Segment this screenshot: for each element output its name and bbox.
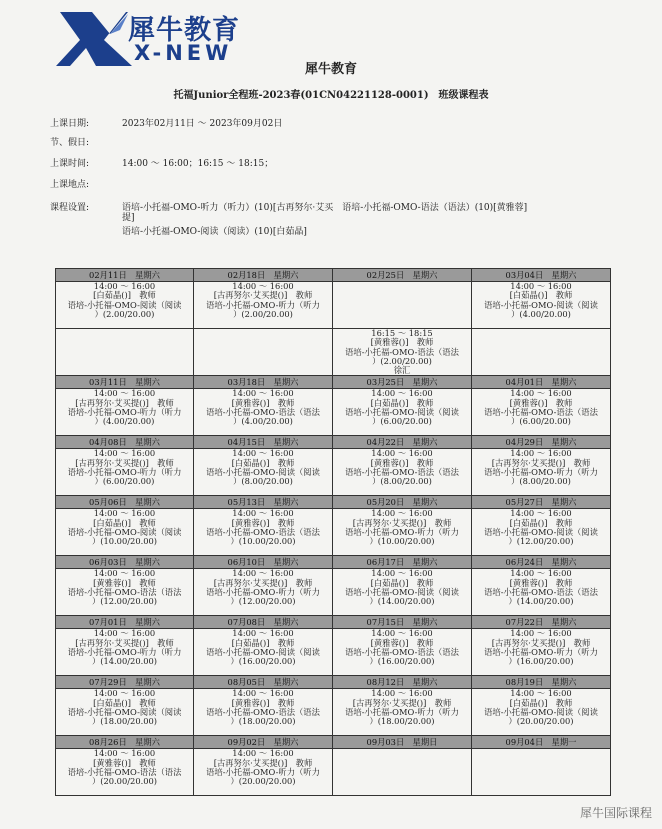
session-progress: ）(6.00/20.00) — [511, 416, 571, 427]
date-header-cell: 07月08日 星期六 — [194, 616, 333, 629]
session-teacher: [黄雅蓉()] 教师 — [93, 577, 156, 588]
session-teacher: [白茹晶()] 教师 — [93, 290, 156, 301]
session-course: 语培-小托福-OMO-语法（语法 — [484, 407, 598, 418]
session-cell — [56, 329, 194, 376]
date-header-cell: 04月15日 星期六 — [194, 436, 333, 449]
session-time: 14:00 ～ 16:00 — [510, 508, 572, 519]
session-time: 14:00 ～ 16:00 — [93, 281, 156, 291]
session-course: 语培-小托福-OMO-语法（语法 — [345, 467, 459, 478]
date-header-cell: 02月25日 星期六 — [333, 269, 472, 282]
session-cell — [472, 389, 611, 436]
date-header-cell: 02月11日 星期六 — [56, 269, 194, 282]
brand-name-en: X-NEW — [134, 41, 233, 65]
date-header-cell: 09月04日 星期一 — [472, 736, 611, 749]
session-cell — [472, 749, 611, 796]
info-time — [50, 156, 273, 169]
date-header-cell: 04月29日 星期六 — [472, 436, 611, 449]
session-cell — [56, 389, 194, 436]
session-course: 语培-小托福-OMO-听力（听力 — [206, 767, 320, 778]
session-progress: ）(20.00/20.00) — [91, 776, 158, 787]
session-cell — [333, 449, 472, 496]
session-course: 语培-小托福-OMO-听力（听力 — [67, 647, 182, 658]
session-time: 14:00 ～ 16:00 — [371, 448, 433, 459]
session-progress: ）(4.00/20.00) — [233, 416, 293, 427]
info-time-value: 14:00 ～ 16:00；16:15 ～ 18:15； — [122, 159, 274, 169]
session-row — [56, 282, 611, 329]
session-cell — [472, 449, 611, 496]
session-time: 14:00 ～ 16:00 — [232, 628, 294, 639]
date-header-cell: 03月11日 星期六 — [56, 376, 194, 389]
session-progress: ）(8.00/20.00) — [233, 476, 293, 487]
session-time: 14:00 ～ 16:00 — [93, 508, 156, 519]
session-time: 14:00 ～ 16:00 — [232, 281, 294, 291]
session-progress: ）(12.00/20.00) — [91, 596, 158, 607]
schedule-grid — [55, 268, 611, 796]
session-time: 14:00 ～ 16:00 — [510, 281, 572, 291]
info-holiday-label: 节、假日: — [50, 138, 90, 148]
session-cell — [333, 509, 472, 556]
session-course: 语培-小托福-OMO-阅读（阅读 — [67, 527, 182, 538]
session-cell — [56, 629, 194, 676]
session-teacher: [黄雅蓉()] 教师 — [509, 577, 573, 588]
session-time: 14:00 ～ 16:00 — [510, 688, 572, 699]
session-course: 语培-小托福-OMO-阅读（阅读 — [67, 299, 182, 310]
session-teacher: [黄雅蓉()] 教师 — [231, 397, 295, 408]
date-header-cell: 06月03日 星期六 — [56, 556, 194, 569]
session-cell — [333, 389, 472, 436]
session-cell — [194, 509, 333, 556]
session-course: 语培-小托福-OMO-语法（语法 — [345, 346, 459, 357]
session-progress: ）(18.00/20.00) — [369, 716, 435, 727]
session-progress: ）(2.00/20.00) — [372, 355, 432, 366]
date-header-cell: 05月20日 星期六 — [333, 496, 472, 509]
date-header-cell: 06月10日 星期六 — [194, 556, 333, 569]
date-header-cell: 08月12日 星期六 — [333, 676, 472, 689]
session-progress: ）(10.00/20.00) — [369, 536, 435, 547]
session-time: 14:00 ～ 16:00 — [371, 508, 433, 519]
date-header-cell: 08月19日 星期六 — [472, 676, 611, 689]
info-time-label: 上课时间: — [50, 159, 90, 169]
session-cell — [194, 629, 333, 676]
info-holiday — [50, 135, 122, 148]
session-course: 语培-小托福-OMO-阅读（阅读 — [484, 527, 598, 538]
session-course: 语培-小托福-OMO-听力（听力 — [484, 647, 598, 658]
session-time: 14:00 ～ 16:00 — [371, 568, 433, 579]
session-teacher: [白茹晶()] 教师 — [509, 290, 573, 301]
info-place-label: 上课地点: — [50, 180, 90, 190]
session-progress: ）(18.00/20.00) — [230, 716, 296, 727]
session-course: 语培-小托福-OMO-听力（听力 — [345, 707, 459, 718]
session-course: 语培-小托福-OMO-阅读（阅读 — [484, 707, 598, 718]
session-cell — [56, 749, 194, 796]
date-header-row — [56, 436, 611, 449]
date-header-row — [56, 616, 611, 629]
session-cell — [472, 509, 611, 556]
session-time: 14:00 ～ 16:00 — [371, 388, 433, 399]
session-teacher: [白茹晶()] 教师 — [93, 697, 156, 708]
session-cell — [56, 689, 194, 736]
watermark: 犀牛国际课程 — [579, 806, 652, 820]
session-cell — [194, 329, 333, 376]
session-teacher: [古再努尔·艾买提()] 教师 — [352, 517, 452, 528]
date-header-cell: 03月25日 星期六 — [333, 376, 472, 389]
session-course: 语培-小托福-OMO-听力（听力 — [206, 299, 320, 310]
info-date-value: 2023年02月11日 ～ 2023年09月02日 — [122, 119, 283, 129]
session-progress: ）(8.00/20.00) — [511, 476, 571, 487]
session-progress: ）(16.00/20.00) — [508, 656, 574, 667]
date-header-row — [56, 736, 611, 749]
session-teacher: [白茹晶()] 教师 — [370, 397, 434, 408]
session-cell — [333, 329, 472, 376]
session-teacher: [黄雅蓉()] 教师 — [93, 757, 156, 768]
session-teacher: [黄雅蓉()] 教师 — [370, 337, 434, 348]
session-teacher: [古再努尔·艾买提()] 教师 — [491, 637, 591, 648]
info-place — [50, 177, 122, 190]
session-time: 14:00 ～ 16:00 — [232, 568, 294, 579]
session-course: 语培-小托福-OMO-语法（语法 — [67, 767, 182, 778]
session-cell — [194, 569, 333, 616]
session-teacher: [黄雅蓉()] 教师 — [370, 457, 434, 468]
session-course: 语培-小托福-OMO-语法（语法 — [206, 707, 320, 718]
session-course: 语培-小托福-OMO-语法（语法 — [484, 587, 598, 598]
date-header-cell: 07月15日 星期六 — [333, 616, 472, 629]
session-teacher: [黄雅蓉()] 教师 — [370, 637, 434, 648]
date-header-cell: 09月03日 星期日 — [333, 736, 472, 749]
session-course: 语培-小托福-OMO-听力（听力 — [206, 587, 320, 598]
session-cell — [194, 749, 333, 796]
session-teacher: [古再努尔·艾买提()] 教师 — [352, 697, 452, 708]
session-time: 14:00 ～ 16:00 — [232, 508, 294, 519]
session-progress: ）(20.00/20.00) — [230, 776, 296, 787]
session-progress: ）(12.00/20.00) — [508, 536, 574, 547]
session-time: 14:00 ～ 16:00 — [510, 628, 572, 639]
info-course-line2: 提] — [122, 213, 135, 223]
date-header-row — [56, 676, 611, 689]
date-header-row — [56, 496, 611, 509]
session-progress: ）(18.00/20.00) — [91, 716, 158, 727]
session-time: 14:00 ～ 16:00 — [232, 388, 294, 399]
session-progress: ）(12.00/20.00) — [230, 596, 296, 607]
session-cell — [472, 689, 611, 736]
date-header-row — [56, 376, 611, 389]
schedule-title: 托福Junior全程班-2023春(01CN04221128-0001) 班级课程表 — [173, 90, 489, 101]
session-progress: ）(20.00/20.00) — [508, 716, 574, 727]
session-cell — [194, 689, 333, 736]
org-title: 犀牛教育 — [304, 62, 357, 77]
session-progress: ）(2.00/20.00) — [94, 308, 155, 319]
session-teacher: [白茹晶()] 教师 — [231, 637, 295, 648]
session-progress: ）(6.00/20.00) — [372, 416, 432, 427]
session-teacher: [白茹晶()] 教师 — [509, 517, 573, 528]
date-header-cell: 05月06日 星期六 — [56, 496, 194, 509]
session-teacher: [黄雅蓉()] 教师 — [231, 697, 295, 708]
session-row — [56, 509, 611, 556]
session-progress: ）(14.00/20.00) — [369, 596, 435, 607]
session-course: 语培-小托福-OMO-听力（听力 — [67, 467, 182, 478]
session-course: 语培-小托福-OMO-听力（听力 — [484, 467, 598, 478]
session-cell — [56, 509, 194, 556]
session-course: 语培-小托福-OMO-阅读（阅读 — [484, 299, 598, 310]
date-header-row — [56, 269, 611, 282]
session-cell — [472, 282, 611, 329]
session-time: 14:00 ～ 16:00 — [232, 688, 294, 699]
session-time: 14:00 ～ 16:00 — [371, 628, 433, 639]
session-teacher: [古再努尔·艾买提()] 教师 — [213, 577, 313, 588]
session-cell — [333, 749, 472, 796]
info-course-line1: 语培-小托福-OMO-听力（听力）(10)[古再努尔·艾买 语培-小托福-OMO-语法（语法）(10)[黄雅蓉] — [122, 203, 528, 213]
date-header-cell: 07月22日 星期六 — [472, 616, 611, 629]
session-cell — [333, 689, 472, 736]
session-progress: ）(14.00/20.00) — [508, 596, 574, 607]
session-row — [56, 569, 611, 616]
session-teacher: [古再努尔·艾买提()] 教师 — [75, 457, 174, 468]
session-course: 语培-小托福-OMO-语法（语法 — [67, 587, 182, 598]
date-header-cell: 09月02日 星期六 — [194, 736, 333, 749]
session-teacher: [古再努尔·艾买提()] 教师 — [75, 637, 174, 648]
session-course: 语培-小托福-OMO-阅读（阅读 — [345, 407, 459, 418]
session-cell — [333, 569, 472, 616]
session-cell — [194, 282, 333, 329]
session-cell — [472, 569, 611, 616]
date-header-cell: 06月17日 星期六 — [333, 556, 472, 569]
session-time: 14:00 ～ 16:00 — [510, 448, 572, 459]
brand-name-cn: 犀牛教育 — [128, 15, 240, 46]
session-time: 14:00 ～ 16:00 — [371, 688, 433, 699]
session-time: 14:00 ～ 16:00 — [510, 388, 572, 399]
date-header-cell: 06月24日 星期六 — [472, 556, 611, 569]
session-teacher: [古再努尔·艾买提()] 教师 — [213, 757, 313, 768]
date-header-cell: 05月13日 星期六 — [194, 496, 333, 509]
session-cell — [194, 449, 333, 496]
session-course: 语培-小托福-OMO-阅读（阅读 — [206, 467, 320, 478]
session-course: 语培-小托福-OMO-语法（语法 — [345, 647, 459, 658]
session-cell — [333, 282, 472, 329]
session-cell — [472, 329, 611, 376]
session-course: 语培-小托福-OMO-听力（听力 — [345, 527, 459, 538]
date-header-cell: 02月18日 星期六 — [194, 269, 333, 282]
session-teacher: [黄雅蓉()] 教师 — [231, 517, 295, 528]
session-row — [56, 449, 611, 496]
session-teacher: [古再努尔·艾买提()] 教师 — [491, 457, 591, 468]
session-course: 语培-小托福-OMO-阅读（阅读 — [206, 647, 320, 658]
session-teacher: [古再努尔·艾买提()] 教师 — [213, 290, 313, 301]
date-header-cell: 08月26日 星期六 — [56, 736, 194, 749]
session-time: 16:15 ～ 18:15 — [371, 328, 433, 338]
session-time: 14:00 ～ 16:00 — [232, 748, 294, 759]
session-teacher: [白茹晶()] 教师 — [509, 697, 573, 708]
session-time: 14:00 ～ 16:00 — [93, 688, 156, 699]
session-cell — [56, 282, 194, 329]
date-header-cell: 04月22日 星期六 — [333, 436, 472, 449]
session-cell — [194, 389, 333, 436]
session-progress: ）(6.00/20.00) — [94, 476, 155, 487]
session-teacher: [白茹晶()] 教师 — [370, 577, 434, 588]
session-progress: ）(14.00/20.00) — [91, 656, 158, 667]
session-location: 徐汇 — [393, 365, 411, 376]
session-cell — [472, 629, 611, 676]
session-teacher: [白茹晶()] 教师 — [93, 517, 156, 528]
date-header-cell: 07月29日 星期六 — [56, 676, 194, 689]
session-cell — [56, 569, 194, 616]
session-progress: ）(16.00/20.00) — [369, 656, 435, 667]
session-progress: ）(4.00/20.00) — [94, 416, 155, 427]
session-cell — [56, 449, 194, 496]
date-header-cell: 03月04日 星期六 — [472, 269, 611, 282]
session-time: 14:00 ～ 16:00 — [93, 568, 156, 579]
session-course: 语培-小托福-OMO-阅读（阅读 — [67, 707, 182, 718]
session-time: 14:00 ～ 16:00 — [93, 628, 156, 639]
info-course-line3: 语培-小托福-OMO-阅读（阅读）(10)[白茹晶] — [122, 227, 307, 237]
session-course: 语培-小托福-OMO-语法（语法 — [206, 407, 320, 418]
date-header-cell: 08月05日 星期六 — [194, 676, 333, 689]
date-header-cell: 05月27日 星期六 — [472, 496, 611, 509]
info-date-label: 上课日期: — [50, 119, 90, 129]
session-progress: ）(10.00/20.00) — [91, 536, 158, 547]
session-course: 语培-小托福-OMO-听力（听力 — [67, 407, 182, 418]
session-course: 语培-小托福-OMO-阅读（阅读 — [345, 587, 459, 598]
session-progress: ）(2.00/20.00) — [233, 308, 293, 319]
session-time: 14:00 ～ 16:00 — [93, 448, 156, 459]
session-progress: ）(10.00/20.00) — [230, 536, 296, 547]
session-time: 14:00 ～ 16:00 — [93, 388, 156, 399]
session-row — [56, 389, 611, 436]
info-course-label: 课程设置: — [50, 203, 90, 213]
session-teacher: [古再努尔·艾买提()] 教师 — [75, 397, 174, 408]
date-header-cell: 04月01日 星期六 — [472, 376, 611, 389]
session-course: 语培-小托福-OMO-语法（语法 — [206, 527, 320, 538]
session-teacher: [白茹晶()] 教师 — [231, 457, 295, 468]
date-header-cell: 07月01日 星期六 — [56, 616, 194, 629]
session-progress: ）(8.00/20.00) — [372, 476, 432, 487]
date-header-cell: 04月08日 星期六 — [56, 436, 194, 449]
session-row — [56, 629, 611, 676]
session-progress: ）(4.00/20.00) — [511, 308, 571, 319]
info-date — [50, 116, 282, 129]
date-header-row — [56, 556, 611, 569]
session-teacher: [黄雅蓉()] 教师 — [509, 397, 573, 408]
session-time: 14:00 ～ 16:00 — [232, 448, 294, 459]
session-time: 14:00 ～ 16:00 — [93, 748, 156, 759]
session-cell — [333, 629, 472, 676]
date-header-cell: 03月18日 星期六 — [194, 376, 333, 389]
session-time: 14:00 ～ 16:00 — [510, 568, 572, 579]
session-row — [56, 749, 611, 796]
session-row — [56, 329, 611, 376]
session-progress: ）(16.00/20.00) — [230, 656, 296, 667]
session-row — [56, 689, 611, 736]
